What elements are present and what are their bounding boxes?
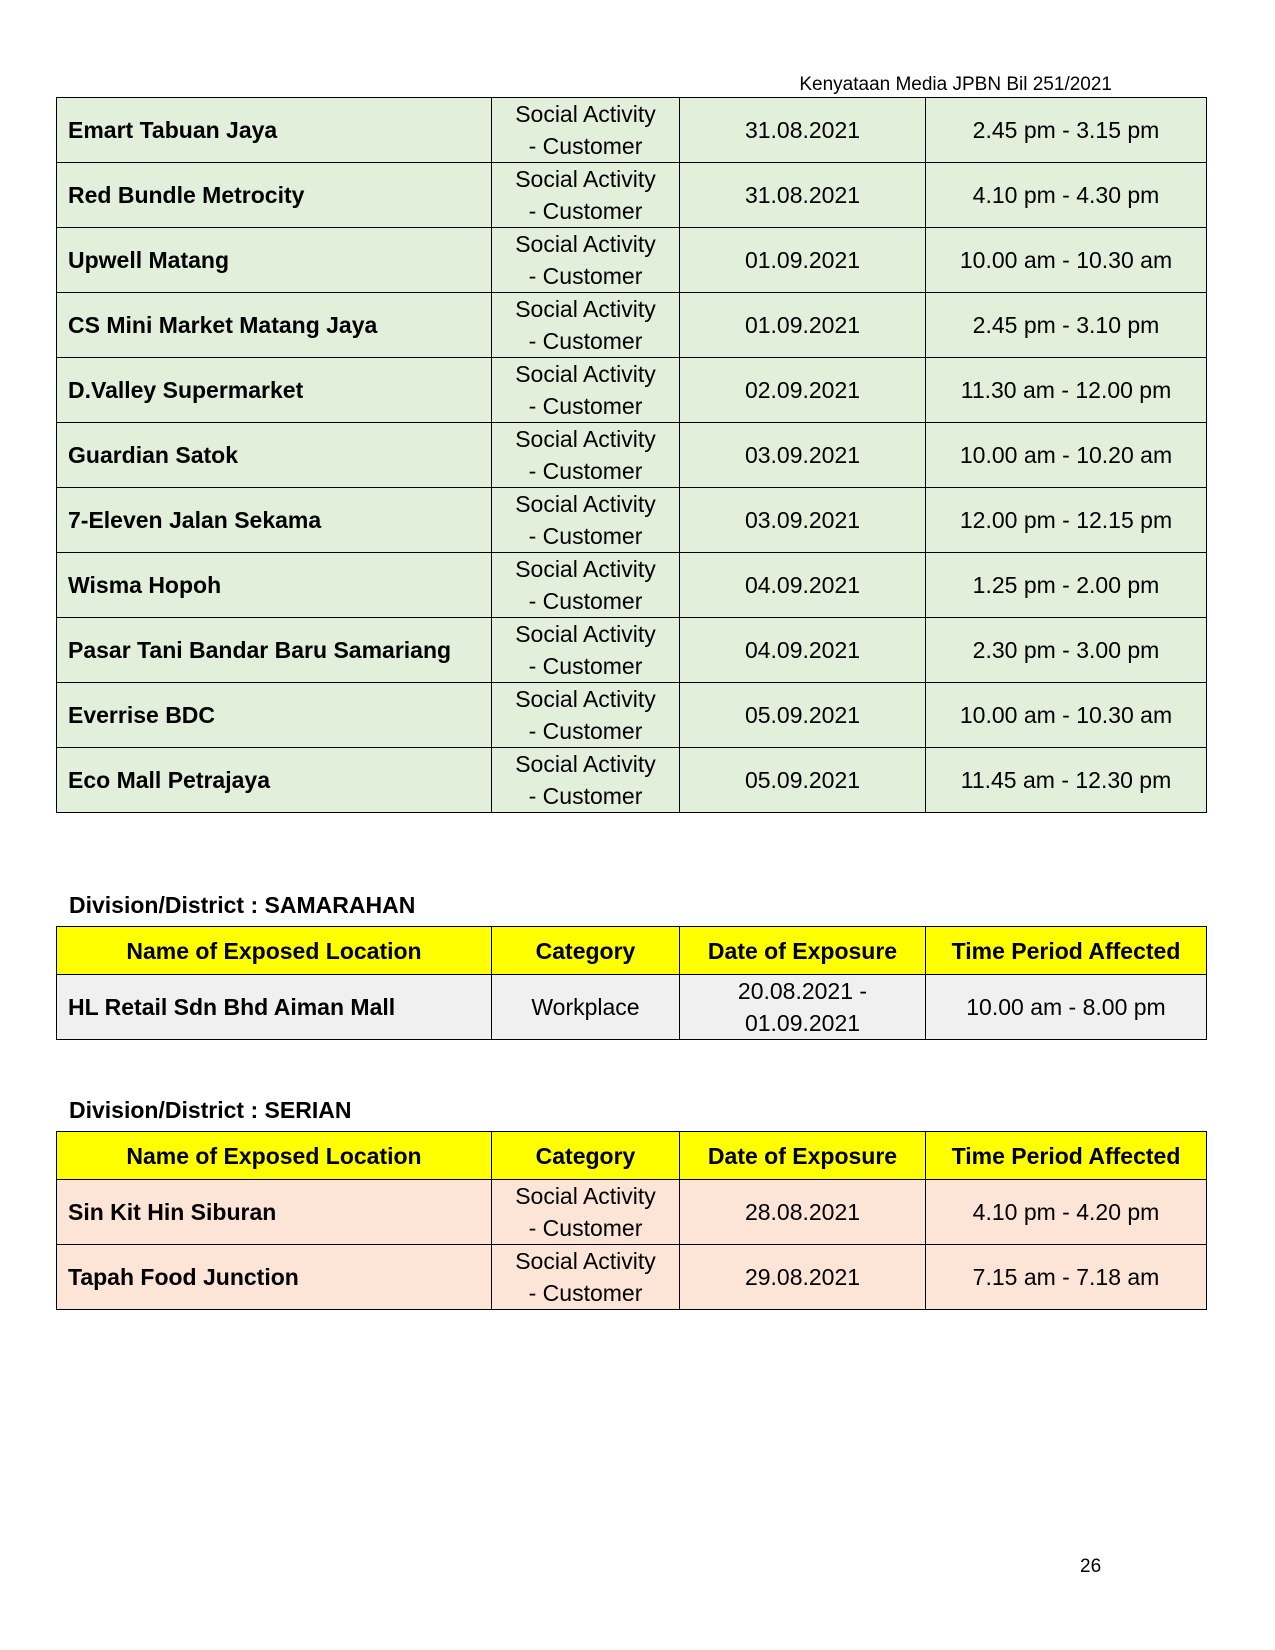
category-cell (492, 975, 680, 1040)
date-cell (680, 98, 926, 163)
date-cell (680, 358, 926, 423)
location-name: Emart Tabuan Jaya (57, 98, 492, 163)
date-cell (680, 228, 926, 293)
category-line: - Customer (528, 1215, 643, 1241)
time-period: 11.45 am - 12.30 pm (926, 748, 1207, 813)
date-line: 03.09.2021 (744, 507, 861, 533)
table-row (57, 423, 1207, 488)
table-row (57, 975, 1207, 1040)
location-name: HL Retail Sdn Bhd Aiman Mall (57, 975, 492, 1040)
category-line: - Customer (528, 263, 643, 289)
location-name: Guardian Satok (57, 423, 492, 488)
category-line: Social Activity (515, 296, 656, 322)
category-cell (492, 1245, 680, 1310)
date-cell (680, 748, 926, 813)
date-line: 05.09.2021 (744, 702, 861, 728)
date-line: 05.09.2021 (744, 767, 861, 793)
category-cell (492, 618, 680, 683)
location-name: Sin Kit Hin Siburan (57, 1180, 492, 1245)
header-category: Category (492, 927, 680, 975)
table-row (57, 1180, 1207, 1245)
date-cell (680, 683, 926, 748)
date-cell (680, 975, 926, 1040)
location-name: CS Mini Market Matang Jaya (57, 293, 492, 358)
category-line: Social Activity (515, 231, 656, 257)
category-line: Social Activity (515, 1248, 656, 1274)
location-name: Pasar Tani Bandar Baru Samariang (57, 618, 492, 683)
page-number: 26 (1080, 1556, 1102, 1577)
category-line: Social Activity (515, 426, 656, 452)
time-period: 4.10 pm - 4.20 pm (926, 1180, 1207, 1245)
category-line: - Customer (528, 133, 643, 159)
table-row (57, 683, 1207, 748)
category-line: - Customer (528, 653, 643, 679)
category-line: Social Activity (515, 621, 656, 647)
time-period: 10.00 am - 10.30 am (926, 228, 1207, 293)
category-line: Social Activity (515, 1183, 656, 1209)
category-line: Social Activity (515, 686, 656, 712)
date-cell (680, 163, 926, 228)
date-line: 04.09.2021 (744, 637, 861, 663)
category-line: - Customer (528, 1280, 643, 1306)
time-period: 10.00 am - 10.20 am (926, 423, 1207, 488)
location-name: Everrise BDC (57, 683, 492, 748)
time-period: 2.45 pm - 3.15 pm (926, 98, 1207, 163)
header-row (57, 1132, 1207, 1180)
location-name: 7-Eleven Jalan Sekama (57, 488, 492, 553)
section-title-serian: Division/District : SERIAN (69, 1097, 352, 1123)
category-line: Social Activity (515, 101, 656, 127)
time-period: 7.15 am - 7.18 am (926, 1245, 1207, 1310)
date-line: 01.09.2021 (744, 1010, 861, 1036)
document-reference: Kenyataan Media JPBN Bil 251/2021 (799, 74, 1112, 95)
header-time: Time Period Affected (926, 1132, 1207, 1180)
time-period: 10.00 am - 8.00 pm (926, 975, 1207, 1040)
date-line: 31.08.2021 (744, 117, 861, 143)
category-cell (492, 683, 680, 748)
time-period: 11.30 am - 12.00 pm (926, 358, 1207, 423)
category-cell (492, 488, 680, 553)
header-date: Date of Exposure (680, 927, 926, 975)
time-period: 10.00 am - 10.30 am (926, 683, 1207, 748)
category-line: Workplace (531, 994, 640, 1020)
table-row (57, 98, 1207, 163)
date-cell (680, 423, 926, 488)
table-row (57, 748, 1207, 813)
date-line: 01.09.2021 (744, 312, 861, 338)
table-row (57, 163, 1207, 228)
time-period: 2.45 pm - 3.10 pm (926, 293, 1207, 358)
location-name: Red Bundle Metrocity (57, 163, 492, 228)
date-line: 31.08.2021 (744, 182, 861, 208)
date-cell (680, 1180, 926, 1245)
date-cell (680, 1245, 926, 1310)
table-row (57, 1245, 1207, 1310)
date-cell (680, 293, 926, 358)
category-cell (492, 293, 680, 358)
table-row (57, 618, 1207, 683)
location-name: Upwell Matang (57, 228, 492, 293)
category-cell (492, 1180, 680, 1245)
category-line: Social Activity (515, 751, 656, 777)
category-line: - Customer (528, 198, 643, 224)
date-line: 03.09.2021 (744, 442, 861, 468)
category-line: - Customer (528, 783, 643, 809)
date-cell (680, 618, 926, 683)
category-cell (492, 423, 680, 488)
category-cell (492, 748, 680, 813)
section-title-samarahan: Division/District : SAMARAHAN (69, 892, 416, 918)
location-name: Wisma Hopoh (57, 553, 492, 618)
category-line: Social Activity (515, 556, 656, 582)
location-name: Eco Mall Petrajaya (57, 748, 492, 813)
category-cell (492, 228, 680, 293)
table-row (57, 488, 1207, 553)
category-line: - Customer (528, 328, 643, 354)
category-cell (492, 163, 680, 228)
category-line: - Customer (528, 588, 643, 614)
header-row (57, 927, 1207, 975)
location-name: Tapah Food Junction (57, 1245, 492, 1310)
header-location: Name of Exposed Location (57, 927, 492, 975)
date-line: 01.09.2021 (744, 247, 861, 273)
date-line: 20.08.2021 - (737, 978, 868, 1004)
exposure-table-kuching (56, 97, 1207, 813)
exposure-table-samarahan (56, 926, 1207, 1040)
header-location: Name of Exposed Location (57, 1132, 492, 1180)
category-line: Social Activity (515, 361, 656, 387)
time-period: 2.30 pm - 3.00 pm (926, 618, 1207, 683)
date-line: 28.08.2021 (744, 1199, 861, 1225)
header-category: Category (492, 1132, 680, 1180)
date-line: 29.08.2021 (744, 1264, 861, 1290)
time-period: 1.25 pm - 2.00 pm (926, 553, 1207, 618)
date-line: 04.09.2021 (744, 572, 861, 598)
time-period: 4.10 pm - 4.30 pm (926, 163, 1207, 228)
category-line: - Customer (528, 393, 643, 419)
category-cell (492, 358, 680, 423)
table-row (57, 228, 1207, 293)
category-line: - Customer (528, 458, 643, 484)
category-line: - Customer (528, 523, 643, 549)
category-line: Social Activity (515, 166, 656, 192)
header-date: Date of Exposure (680, 1132, 926, 1180)
table-row (57, 358, 1207, 423)
table-row (57, 553, 1207, 618)
exposure-table-serian (56, 1131, 1207, 1310)
location-name: D.Valley Supermarket (57, 358, 492, 423)
table-row (57, 293, 1207, 358)
category-cell (492, 98, 680, 163)
header-time: Time Period Affected (926, 927, 1207, 975)
date-cell (680, 553, 926, 618)
date-line: 02.09.2021 (744, 377, 861, 403)
category-line: Social Activity (515, 491, 656, 517)
time-period: 12.00 pm - 12.15 pm (926, 488, 1207, 553)
category-cell (492, 553, 680, 618)
date-cell (680, 488, 926, 553)
category-line: - Customer (528, 718, 643, 744)
